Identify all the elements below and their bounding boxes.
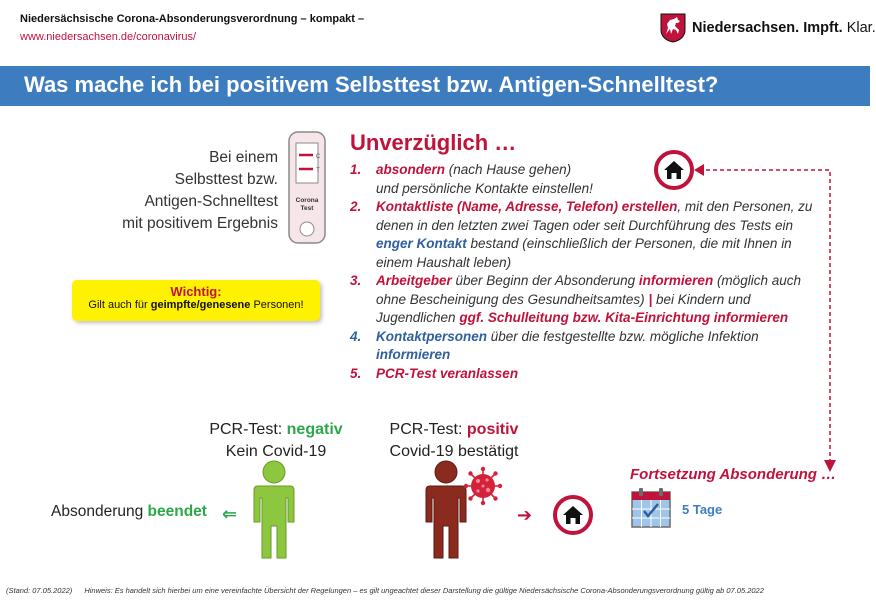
step-5-action: PCR-Test veranlassen — [376, 365, 519, 381]
step-4-highlight: informieren — [376, 347, 451, 362]
pcr-negative-sub: Kein Covid-19 — [225, 443, 327, 460]
quarantine-ended-bold: beendet — [147, 503, 207, 520]
step-3-action: Arbeitgeber — [376, 273, 452, 288]
test-description — [78, 147, 278, 235]
important-notice — [72, 280, 320, 321]
pcr-positive-label — [374, 419, 534, 463]
step-2-text-2: bestand (einschließlich der Personen, die mit Ihnen in einem Haushalt leben) — [376, 236, 792, 270]
pcr-positive-value: positiv — [466, 421, 519, 438]
step-3-separator: | — [648, 291, 653, 307]
quarantine-ended-text — [51, 503, 207, 521]
calendar-icon — [630, 487, 672, 529]
step-3-highlight: informieren — [638, 273, 714, 288]
step-4-action: Kontaktpersonen — [376, 328, 488, 344]
step-2-text: , mit den Personen, zu denen in den letzten zwei Tagen oder seit Durchführung des Tests ein — [376, 199, 813, 233]
step-1-action: absondern — [376, 162, 446, 177]
step-3-text: über Beginn der Absonderung — [451, 273, 639, 288]
test-line-1: Bei einem — [209, 149, 278, 166]
step-4-text: über die festgestellte bzw. mögliche Infektion — [487, 328, 759, 344]
test-line-4: mit positivem Ergebnis — [122, 215, 278, 232]
step-number: 1. — [350, 162, 362, 177]
healthy-person-icon — [248, 460, 300, 560]
step-number: 2. — [350, 199, 362, 214]
footer-hint: Hinweis: Es handelt sich hierbei um eine vereinfachte Übersicht der Regelungen – es gilt ungeachtet dieser Darstellung die gültige Niedersächsische Corona-Absonderungsverordnung gültig ab 07.05.2022 — [84, 586, 764, 595]
virus-icon — [463, 466, 503, 506]
step-number: 3. — [350, 273, 362, 288]
notice-text-before: Gilt auch für — [88, 299, 151, 311]
pcr-negative-value: negativ — [286, 421, 343, 438]
test-line-3: Antigen-Schnelltest — [144, 193, 278, 210]
pcr-negative-label — [196, 419, 356, 463]
brand-bold: Niedersachsen. Impft. — [692, 20, 843, 36]
test-marker-c: C — [315, 154, 321, 160]
quarantine-days: 5 Tage — [682, 502, 723, 517]
notice-text — [72, 299, 320, 311]
pcr-positive-prefix: PCR-Test: — [389, 421, 467, 438]
test-device-text-2: Test — [300, 205, 314, 212]
arrow-right-icon: ➔ — [517, 505, 533, 525]
notice-text-bold: geimpfte/genesene — [150, 299, 251, 311]
stay-home-icon — [552, 494, 594, 536]
footer-note — [6, 586, 764, 595]
pcr-negative-prefix: PCR-Test: — [209, 421, 287, 438]
pcr-positive-sub: Covid-19 bestätigt — [389, 443, 519, 460]
step-number: 5. — [350, 365, 362, 381]
website-url[interactable]: www.niedersachsen.de/coronavirus/ — [20, 31, 197, 43]
document-title: Niedersächsische Corona-Absonderungsverordnung – kompakt – — [20, 13, 365, 25]
stay-home-icon — [653, 149, 695, 191]
brand-name — [692, 20, 876, 36]
quarantine-ended-prefix: Absonderung — [51, 503, 148, 520]
test-line-2: Selbsttest bzw. — [174, 171, 278, 188]
step-3-text-3: bei Kindern und Jugendlichen — [376, 291, 751, 325]
notice-title: Wichtig: — [170, 284, 222, 299]
step-3-highlight-2: ggf. Schulleitung bzw. Kita-Einrichtung informieren — [459, 310, 789, 325]
steps-heading: Unverzüglich … — [350, 130, 517, 155]
step-2-action: Kontaktliste (Name, Adresse, Telefon) erstellen — [376, 199, 678, 214]
arrow-left-icon: ⇐ — [222, 504, 238, 524]
notice-text-after: Personen! — [250, 299, 304, 311]
brand-logo — [660, 13, 876, 43]
footer-stand: (Stand: 07.05.2022) — [6, 586, 73, 595]
continuation-text: Fortsetzung Absonderung … — [630, 466, 837, 483]
banner-title: Was mache ich bei positivem Selbsttest bzw. Antigen-Schnelltest? — [24, 72, 719, 97]
step-1-text-2: und persönliche Kontakte einstellen! — [376, 180, 593, 196]
continuation-loop-arrow — [690, 160, 840, 480]
step-number: 4. — [350, 328, 362, 344]
step-3-text-2: (möglich auch ohne Bescheinigung des Gesundheitsamtes) — [376, 273, 801, 307]
test-device-text-1: Corona — [295, 197, 319, 204]
test-marker-t: T — [316, 168, 320, 174]
lower-saxony-horse-icon — [660, 13, 686, 43]
antigen-test-icon — [288, 131, 326, 244]
brand-light: Klar. — [846, 20, 876, 36]
step-1-text: (nach Hause gehen) — [445, 162, 572, 177]
step-2-highlight: enger Kontakt — [376, 236, 467, 251]
